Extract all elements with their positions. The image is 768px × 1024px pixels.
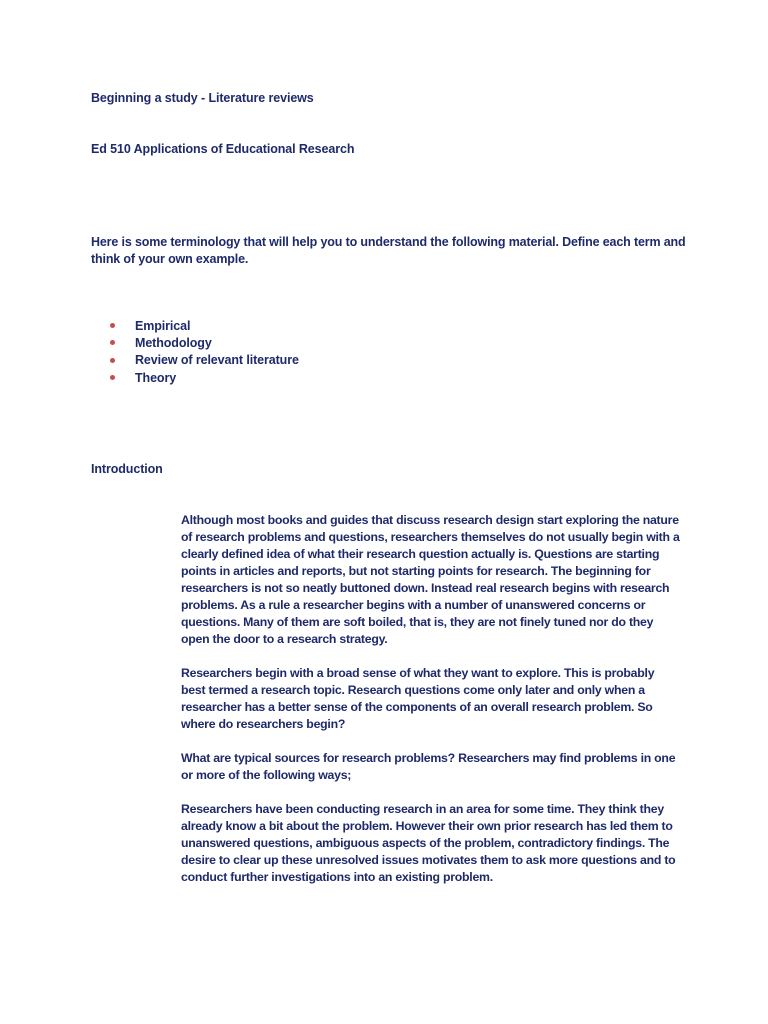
course-title: Ed 510 Applications of Educational Research (91, 142, 355, 156)
term-label: Empirical (135, 318, 191, 333)
list-item (110, 334, 299, 351)
bullet-icon (110, 358, 115, 363)
list-item (110, 317, 299, 334)
intro-paragraph: Here is some terminology that will help you to understand the following material. Define each term and think of your own example. (91, 235, 686, 266)
term-label: Theory (135, 370, 177, 385)
term-label: Methodology (135, 335, 212, 350)
bullet-icon (110, 375, 115, 380)
list-item (110, 369, 299, 386)
bullet-icon (110, 340, 115, 345)
body-paragraph: Researchers begin with a broad sense of what they want to explore. This is probably best termed a research topic. Research questions come only later and only when a researcher has a better sense of the components of an overall research problem. So where do researchers begin? (181, 666, 655, 731)
body-text (181, 512, 681, 903)
document-title: Beginning a study - Literature reviews (91, 91, 314, 105)
list-item (110, 352, 299, 369)
term-label: Review of relevant literature (135, 353, 299, 368)
body-paragraph: Although most books and guides that discuss research design start exploring the nature of research problems and questions, researchers themselves do not usually begin with a clearly defined idea of what their research question actually is. Questions are starting points in articles and reports, but not starting points for research. The beginning for researchers is not so neatly buttoned down. Instead real research begins with research problems. As a rule a researcher begins with a number of unanswered concerns or questions. Many of them are soft boiled, that is, they are not finely tuned nor do they open the door to a research strategy. (181, 513, 680, 646)
bullet-icon (110, 323, 115, 328)
body-paragraph: Researchers have been conducting research in an area for some time. They think they already know a bit about the problem. However their own prior research has led them to unanswered questions, ambiguous aspects of the problem, contradictory findings. The desire to clear up these unresolved issues motivates them to ask more questions and to conduct further investigations into an existing problem. (181, 802, 676, 884)
body-paragraph: What are typical sources for research problems? Researchers may find problems in one or more of the following ways; (181, 751, 676, 782)
section-heading-introduction: Introduction (91, 462, 163, 476)
terminology-list (110, 317, 299, 386)
